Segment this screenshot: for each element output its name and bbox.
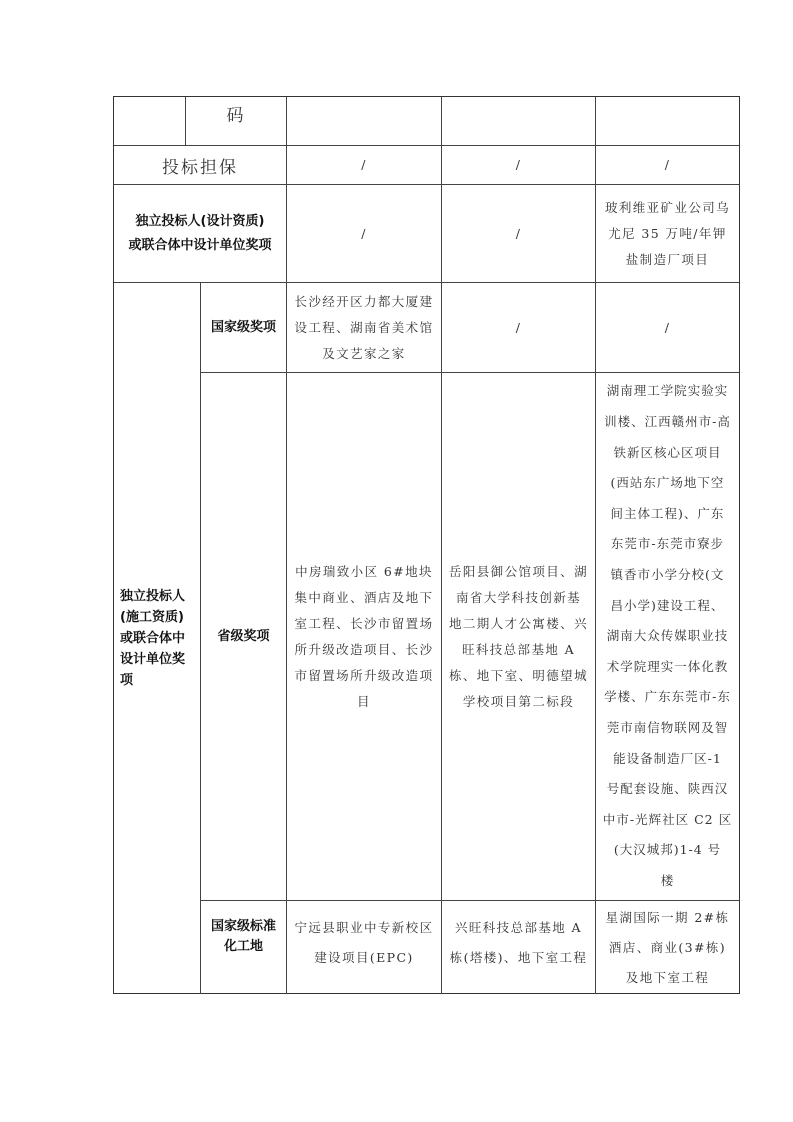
standard-site-col-3: 星湖国际一期 2#栋 酒店、商业(3#栋) 及地下室工程 (605, 910, 730, 985)
guarantee-label: 投标担保 (162, 157, 238, 178)
code-col-3 (596, 97, 739, 145)
national-award-col-1: 长沙经开区力都大厦建 设工程、湖南省美术馆 及文艺家之家 (294, 293, 434, 361)
design-award-col-1: / (361, 225, 367, 241)
guarantee-col-2: / (515, 157, 522, 172)
bid-comparison-table (113, 96, 740, 994)
standard-site-col-2: 兴旺科技总部基地 A 栋(塔楼)、地下室工程 (449, 920, 588, 965)
code-label: 码 (226, 105, 246, 126)
national-award-label: 国家级奖项 (210, 320, 276, 335)
provincial-award-label: 省级奖项 (217, 629, 270, 644)
guarantee-col-3: / (664, 157, 671, 172)
provincial-award-col-2: 岳阳县御公馆项目、湖 南省大学科技创新基 地二期人才公寓楼、兴 旺科技总部基地 A 栋、地下室、明德望城 学校项目第二标段 (448, 563, 588, 709)
provincial-award-col-3: 湖南理工学院实验实 训楼、江西赣州市-高 铁新区核心区项目 (西站东广场地下空 间主体工程)、广东 东莞市-东莞市寮步 镇香市小学分校(文 昌小学)建设工程、 湖南大众传媒职业技 术学院理实一体化教 学楼、广东东莞市-东 莞市南信物联网及智 能设备制造厂区-1 号配套设施、陕西汉 中市-光辉社区 C2 区 (大汉城邦)1-4 号 楼 (602, 383, 733, 888)
standard-site-col-1: 宁远县职业中专新校区 建设项目(EPC) (294, 920, 434, 965)
code-col-2 (442, 97, 595, 145)
national-award-col-3: / (664, 319, 671, 335)
guarantee-col-1: / (361, 157, 367, 172)
design-award-col-3: 玻利维亚矿业公司乌 尤尼 35 万吨/年钾 盐制造厂项目 (604, 199, 731, 267)
provincial-award-col-1: 中房瑞致小区 6#地块 集中商业、酒店及地下 室工程、长沙市留置场 所升级改造项目、长沙 市留置场所升级改造项 目 (294, 563, 434, 709)
code-col-1 (287, 97, 441, 145)
national-award-col-2: / (515, 319, 522, 335)
design-award-col-2: / (515, 225, 522, 241)
design-award-label: 独立投标人(设计资质) 或联合体中设计单位奖项 (128, 213, 272, 253)
national-standard-site-label: 国家级标准 化工地 (210, 919, 276, 954)
construction-award-group-label: 独立投标人 (施工资质) 或联合体中 设计单位奖 项 (120, 589, 186, 688)
